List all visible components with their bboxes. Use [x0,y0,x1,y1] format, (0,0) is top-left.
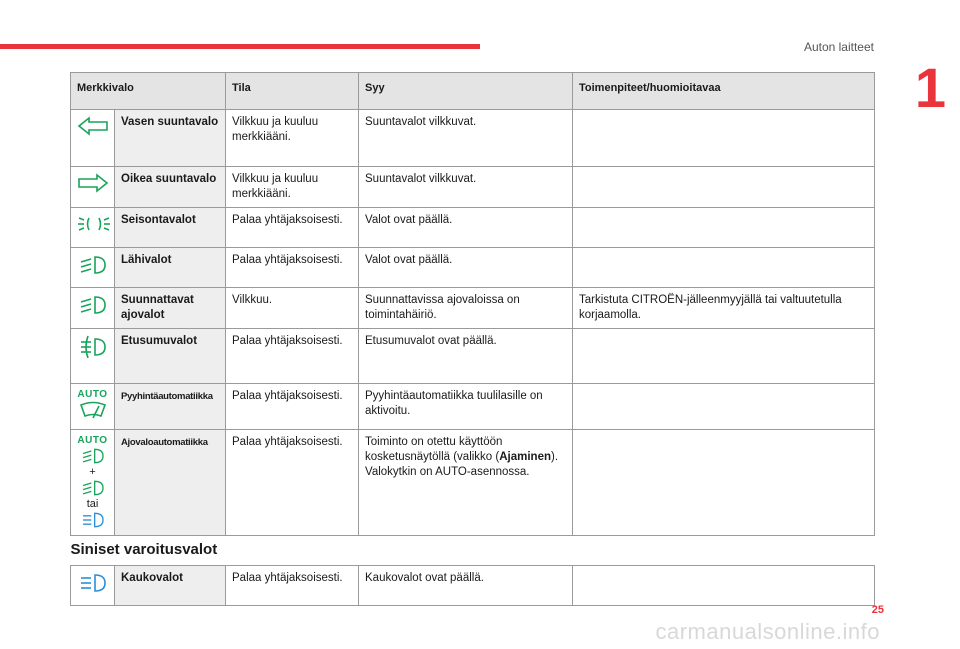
indicator-state: Palaa yhtäjaksoisesti. [226,430,359,536]
indicator-action [573,110,875,167]
table-row [71,566,875,606]
indicator-name: Ajovaloautomatiikka [115,430,226,536]
auto-label: AUTO [77,389,108,400]
watermark-text: carmanualsonline.info [655,619,880,644]
column-header-indicator: Merkkivalo [71,73,226,110]
auto-label: AUTO [77,435,108,446]
indicator-state: Vilkkuu ja kuuluu merkkiääni. [226,110,359,167]
indicator-state: Palaa yhtäjaksoisesti. [226,208,359,248]
indicator-name: Suunnattavat ajovalot [115,288,226,329]
column-header-state: Tila [226,73,359,110]
indicator-cause: Suunnattavissa ajovaloissa on toimintahäiriö. [359,288,573,329]
arrow-left-icon [71,110,115,167]
low-beam-icon [71,248,115,288]
indicator-action [573,329,875,384]
indicator-name: Seisontavalot [115,208,226,248]
indicator-name: Pyyhintäautomatiikka [115,384,226,430]
arrow-right-icon [71,167,115,208]
warning-lights-table [70,72,875,606]
table-header-row [71,73,875,110]
or-label: tai [86,498,99,510]
table-row [71,208,875,248]
indicator-action [573,208,875,248]
indicator-name: Vasen suuntavalo [115,110,226,167]
indicator-state: Palaa yhtäjaksoisesti. [226,384,359,430]
section-header-title: Auton laitteet [803,40,874,54]
column-header-cause: Syy [359,73,573,110]
indicator-name: Etusumuvalot [115,329,226,384]
high-beam-icon [71,566,115,606]
indicator-cause [359,430,573,536]
indicator-state: Palaa yhtäjaksoisesti. [226,566,359,606]
indicator-state: Vilkkuu ja kuuluu merkkiääni. [226,167,359,208]
table-row [71,110,875,167]
cause-text: Toiminto on otettu käyttöön kosketusnäytöllä (valikko ( [365,436,503,463]
page-number: 25 [871,604,884,616]
section-title: Siniset varoitusvalot [71,536,875,566]
chapter-number: 1 [914,56,946,119]
table-row [71,248,875,288]
indicator-name: Oikea suuntavalo [115,167,226,208]
indicator-state: Palaa yhtäjaksoisesti. [226,329,359,384]
cause-text-2: Valokytkin on AUTO-asennossa. [365,466,530,478]
auto-wiper-icon [71,384,115,430]
column-header-action: Toimenpiteet/huomioitavaa [573,73,875,110]
indicator-cause: Kaukovalot ovat päällä. [359,566,573,606]
indicator-cause: Suuntavalot vilkkuvat. [359,110,573,167]
table-row [71,329,875,384]
indicator-action [573,430,875,536]
indicator-cause: Valot ovat päällä. [359,248,573,288]
indicator-name: Kaukovalot [115,566,226,606]
section-heading-row [71,536,875,566]
indicator-cause: Pyyhintäautomatiikka tuulilasille on aktivoitu. [359,384,573,430]
indicator-action [573,566,875,606]
indicator-state: Palaa yhtäjaksoisesti. [226,248,359,288]
indicator-action: Tarkistuta CITROËN-jälleenmyyjällä tai valtuutetulla korjaamolla. [573,288,875,329]
menu-name: Ajaminen [499,451,551,463]
indicator-name: Lähivalot [115,248,226,288]
indicator-cause: Etusumuvalot ovat päällä. [359,329,573,384]
indicator-cause: Valot ovat päällä. [359,208,573,248]
indicator-action [573,384,875,430]
table-row [71,167,875,208]
indicator-action [573,167,875,208]
table-row [71,288,875,329]
cause-text-end: ). [551,451,559,463]
parking-lights-icon [71,208,115,248]
table-row [71,384,875,430]
plus-label: + [89,466,96,478]
indicator-cause: Suuntavalot vilkkuvat. [359,167,573,208]
header-red-bar [0,44,480,49]
auto-headlamp-icon [71,430,115,536]
indicator-state: Vilkkuu. [226,288,359,329]
adaptive-headlamp-icon [71,288,115,329]
table-row [71,430,875,536]
indicator-action [573,248,875,288]
front-fog-icon [71,329,115,384]
